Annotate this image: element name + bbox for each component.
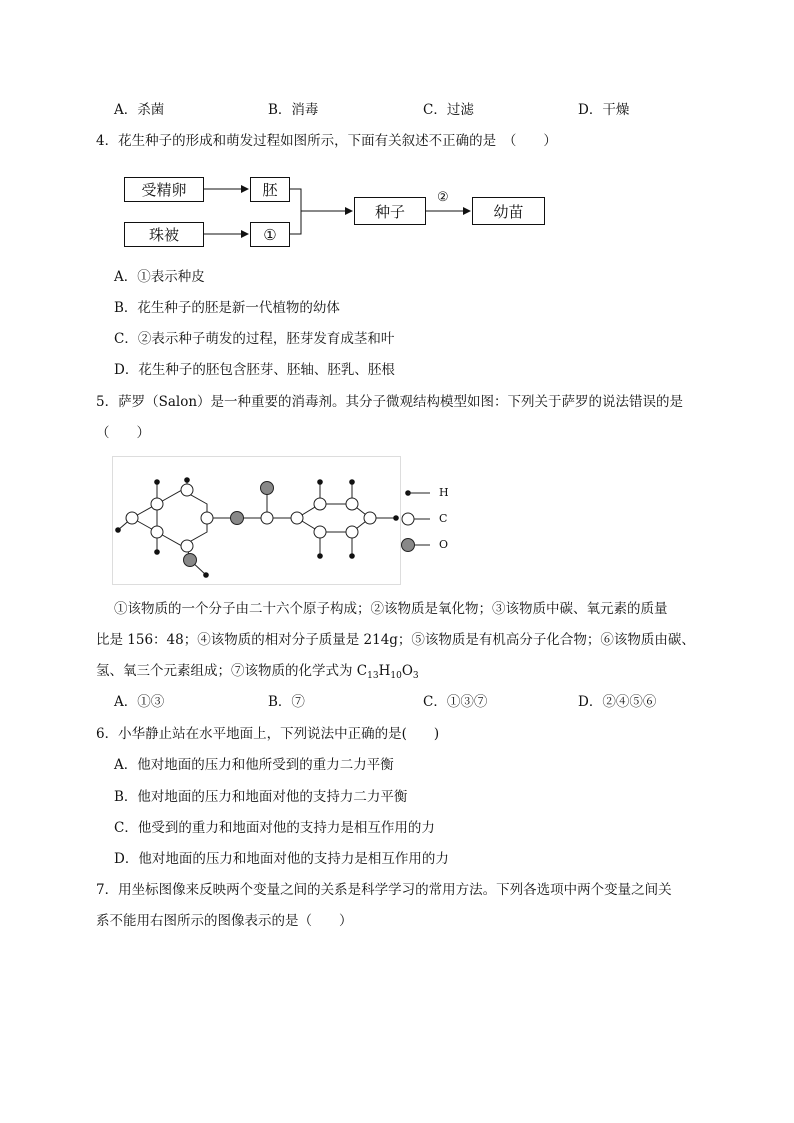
legend-h-label: H — [439, 486, 449, 499]
q3-option-c: C．过滤 — [423, 102, 474, 118]
c-atom — [364, 512, 376, 524]
q5-options — [0, 692, 794, 712]
q6-option-a: A．他对地面的压力和他所受到的重力二力平衡 — [114, 757, 394, 773]
label-2: ② — [437, 190, 449, 205]
c-atom — [201, 512, 213, 524]
q3-option-a: A．杀菌 — [114, 102, 165, 118]
q3-option-b: B．消毒 — [268, 102, 319, 118]
q4-option-a: A．①表示种皮 — [114, 269, 205, 285]
merge-bracket — [289, 189, 301, 234]
q4-option-c: C．②表示种子萌发的过程，胚芽发育成茎和叶 — [114, 331, 395, 347]
q5-option-d: D．②④⑤⑥ — [578, 694, 657, 710]
q5-option-b: B．⑦ — [268, 694, 305, 710]
h-atom — [184, 477, 190, 483]
c-atom — [314, 498, 326, 510]
c-atom — [151, 498, 163, 510]
c-atom — [151, 526, 163, 538]
q5-option-c: C．①③⑦ — [423, 694, 488, 710]
q4-option-d: D．花生种子的胚包含胚芽、胚轴、胚乳、胚根 — [114, 362, 395, 378]
c-atom — [181, 484, 193, 496]
c-atom — [126, 512, 138, 524]
box-embryo: 胚 — [250, 177, 290, 202]
c-atom — [346, 526, 358, 538]
q5-stem-line2: （ ） — [96, 425, 150, 441]
c-atom — [181, 540, 193, 552]
box-fertilized-egg: 受精卵 — [124, 177, 204, 202]
h-atom — [349, 479, 355, 485]
h-atom — [115, 527, 121, 533]
h-atom — [154, 479, 160, 485]
c-atom — [291, 512, 303, 524]
o-atom — [231, 512, 244, 525]
legend-c-circle — [402, 513, 414, 525]
q4-stem: 4．花生种子的形成和萌发过程如图所示，下面有关叙述不正确的是 （ ） — [96, 133, 557, 149]
h-atom — [317, 479, 323, 485]
c-atom — [261, 512, 273, 524]
q5-stem-line1: 5．萨罗（Salon）是一种重要的消毒剂。其分子微观结构模型如图：下列关于萨罗的说法错误的是 — [96, 394, 684, 410]
q5-option-a: A．①③ — [114, 694, 165, 710]
box-seedling: 幼苗 — [472, 197, 545, 225]
q7-stem-line2: 系不能用右图所示的图像表示的是（ ） — [96, 913, 353, 929]
box-label-1: ① — [250, 222, 290, 247]
o-atom — [261, 482, 274, 495]
c-atom — [346, 498, 358, 510]
molecule-legend — [402, 490, 431, 551]
q6-option-d: D．他对地面的压力和地面对他的支持力是相互作用的力 — [114, 851, 449, 867]
legend-c-label: C — [439, 512, 448, 525]
legend-o-label: O — [439, 538, 449, 551]
c-atom — [314, 526, 326, 538]
h-atom — [349, 553, 355, 559]
q5-statement-line3: 氢、氧三个元素组成；⑦该物质的化学式为 $C_{13}H_{10}O_3$ — [96, 663, 419, 681]
box-seed: 种子 — [354, 197, 426, 225]
h-atom — [317, 553, 323, 559]
q6-option-c: C．他受到的重力和地面对他的支持力是相互作用的力 — [114, 820, 435, 836]
q5-statement-line1: ①该物质的一个分子由二十六个原子构成；②该物质是氧化物；③该物质中碳、氧元素的质量 — [114, 601, 668, 617]
molecule-model-figure — [112, 456, 472, 586]
o-atom — [184, 554, 197, 567]
q7-stem-line1: 7．用坐标图像来反映两个变量之间的关系是科学学习的常用方法。下列各选项中两个变量之间关 — [96, 882, 672, 898]
h-atom — [154, 549, 160, 555]
q4-option-b: B．花生种子的胚是新一代植物的幼体 — [114, 300, 340, 316]
q6-option-b: B．他对地面的压力和地面对他的支持力二力平衡 — [114, 789, 408, 805]
h-atom — [203, 572, 209, 578]
molecule-frame — [113, 457, 401, 585]
h-atom — [393, 515, 399, 521]
q6-stem: 6．小华静止站在水平地面上，下列说法中正确的是( ) — [96, 726, 440, 742]
box-integument: 珠被 — [124, 222, 204, 247]
legend-o-circle — [402, 539, 415, 552]
q3-option-d: D．干燥 — [578, 102, 630, 118]
q5-statement-line2: 比是 156：48；④该物质的相对分子质量是 214g；⑤该物质是有机高分子化合物；⑥该物质由碳、 — [96, 632, 695, 648]
